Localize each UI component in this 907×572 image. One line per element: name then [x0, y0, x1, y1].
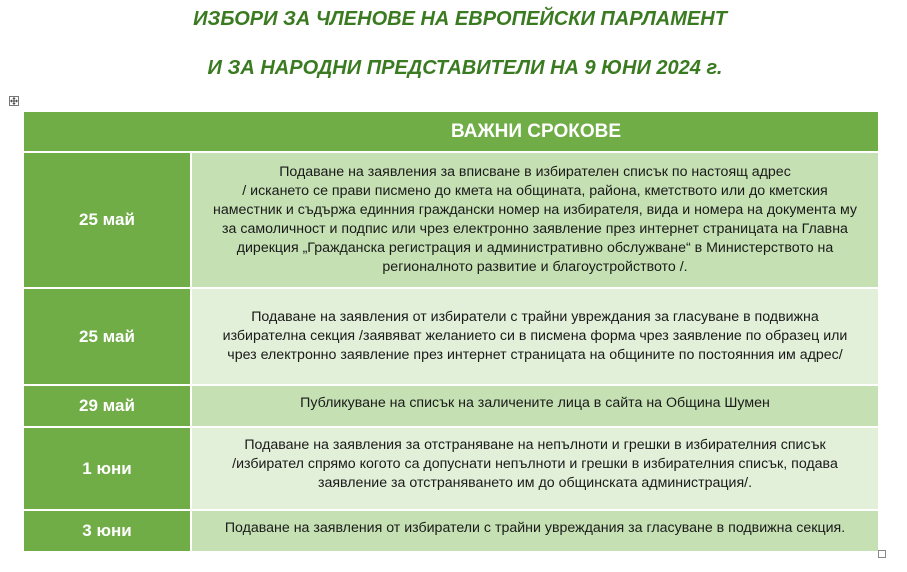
deadline-description [191, 288, 879, 385]
deadline-description [191, 385, 879, 427]
resize-square-icon[interactable] [878, 550, 886, 558]
description-line: чрез електронно заявление през интернет страницата на общините по постоянния им адрес/ [227, 347, 843, 363]
deadline-date: 25 май [23, 152, 191, 288]
deadline-description [191, 152, 879, 288]
table-row [23, 288, 879, 385]
description-line: / искането се прави писмено до кмета на общината, района, кметството или до кметския [242, 183, 828, 199]
description-line: за самоличност и подпис или чрез електронно заявление през интернет страницата на Главна [222, 221, 848, 237]
table-header-label: ВАЖНИ СРОКОВЕ [450, 120, 622, 142]
description-line: Подаване на заявления от избиратели с трайни увреждания за гласуване в подвижна секция. [224, 520, 846, 536]
description-line: Подаване на заявления от избиратели с трайни увреждания за гласуване в подвижна [251, 309, 819, 325]
table-header-row [23, 111, 879, 152]
description-line: заявление за отстраняването им до общинската администрация/. [317, 475, 753, 491]
description-line: наместник и съдържа единния граждански номер на избирателя, вида и номера на документа му [213, 202, 857, 218]
deadline-date: 3 юни [23, 510, 191, 552]
description-line: Публикуване на списък на заличените лица в сайта на Община Шумен [300, 395, 770, 411]
description-line: /избирател спрямо когото са допуснати непълноти и грешки в избирателния списък, подава [232, 456, 838, 472]
description-line: Подаване на заявления за отстраняване на непълноти и грешки в избирателния списък [244, 437, 826, 453]
deadline-description [191, 510, 879, 552]
deadline-description [191, 427, 879, 510]
description-line: Подаване на заявления за вписване в избирателен списък по настоящ адрес [279, 164, 791, 180]
move-arrows-icon[interactable] [9, 96, 19, 106]
table-row [23, 385, 879, 427]
deadlines-table [22, 110, 880, 553]
deadline-date: 29 май [23, 385, 191, 427]
deadline-date: 25 май [23, 288, 191, 385]
description-line: дирекция „Гражданска регистрация и административно обслужване“ в Министерството на [236, 240, 834, 256]
description-line: регионалното развитие и благоустройството /. [382, 259, 688, 275]
deadline-date: 1 юни [23, 427, 191, 510]
description-line: избирателна секция /заявяват желанието си в писмена форма чрез заявление по образец или [222, 328, 848, 344]
table-row [23, 510, 879, 552]
table-header [23, 111, 879, 152]
table-row [23, 427, 879, 510]
document-title-line-1: ИЗБОРИ ЗА ЧЛЕНОВЕ НА ЕВРОПЕЙСКИ ПАРЛАМЕНТ [193, 8, 727, 30]
table-row [23, 152, 879, 288]
document-title-line-2: И ЗА НАРОДНИ ПРЕДСТАВИТЕЛИ НА 9 ЮНИ 2024 г. [207, 57, 723, 79]
